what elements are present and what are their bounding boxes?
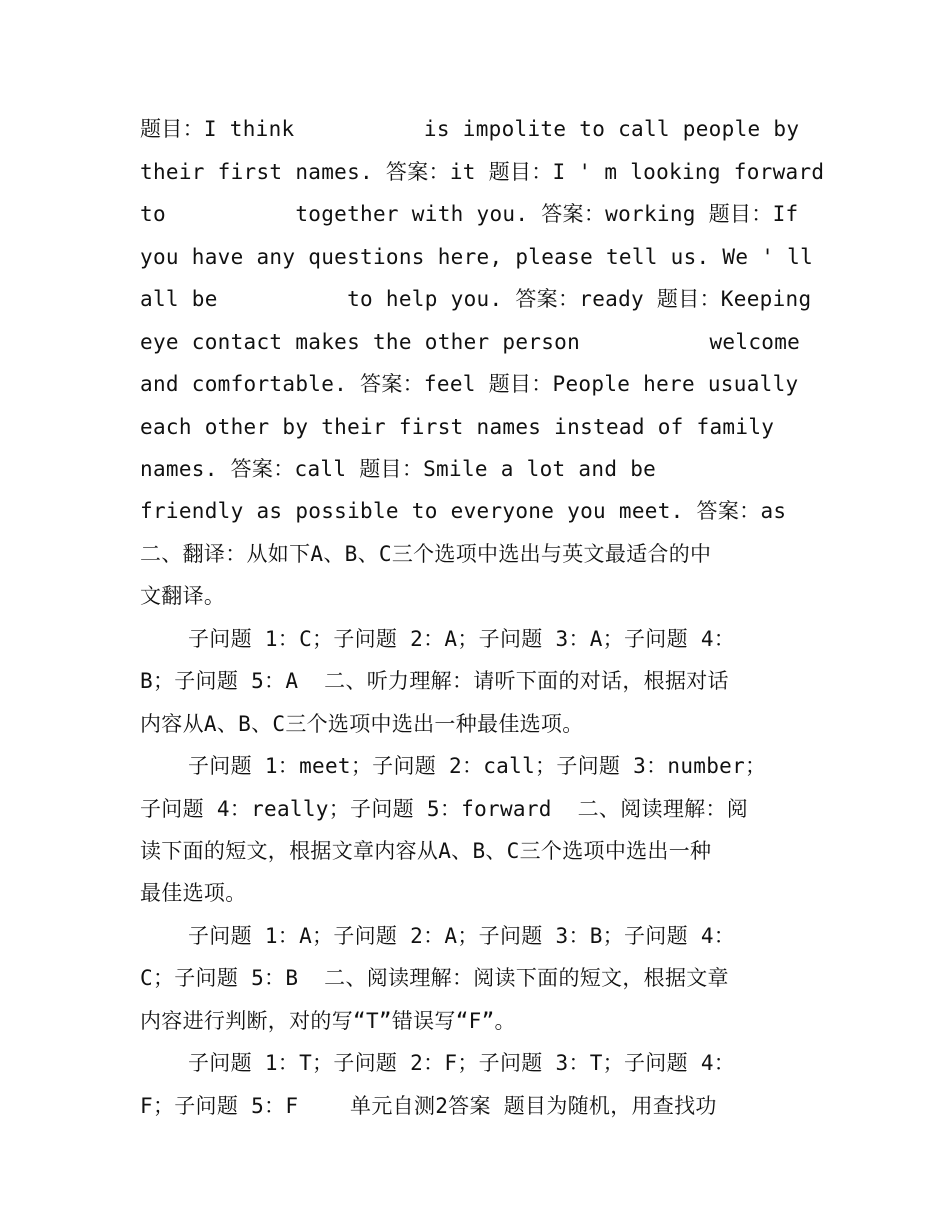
section-heading: 二、翻译：从如下A、B、C三个选项中选出与英文最适合的中: [140, 542, 712, 566]
text-line: their first names. 答案：it 题目：I ' m looking forward: [140, 160, 825, 184]
text-line: names. 答案：call 题目：Smile a lot and be: [140, 457, 657, 481]
answer-line: C；子问题 5：B 二、阅读理解：阅读下面的短文，根据文章: [140, 966, 729, 990]
section-heading: 文翻译。: [140, 584, 226, 608]
text-line: 读下面的短文，根据文章内容从A、B、C三个选项中选出一种: [140, 839, 712, 863]
answer-line: 子问题 1：meet；子问题 2：call；子问题 3：number；: [188, 754, 767, 778]
text-line: to together with you. 答案：working 题目：If: [140, 202, 799, 226]
text-line: eye contact makes the other person welcome: [140, 330, 801, 354]
answer-line: F；子问题 5：F 单元自测2答案 题目为随机，用查找功: [140, 1094, 717, 1118]
answer-line: 子问题 4：really；子问题 5：forward 二、阅读理解：阅: [140, 797, 749, 821]
text-line: 内容从A、B、C三个选项中选出一种最佳选项。: [140, 712, 584, 736]
text-line: and comfortable. 答案：feel 题目：People here usually: [140, 372, 799, 396]
answer-line: B；子问题 5：A 二、听力理解：请听下面的对话，根据对话: [140, 669, 729, 693]
text-line: all be to help you. 答案：ready 题目：Keeping: [140, 287, 812, 311]
answer-line: 子问题 1：C；子问题 2：A；子问题 3：A；子问题 4：: [188, 627, 736, 651]
text-line: 最佳选项。: [140, 881, 247, 905]
text-line: 题目：I think is impolite to call people by: [140, 117, 800, 141]
text-line: each other by their first names instead of family: [140, 415, 775, 439]
answer-line: 子问题 1：A；子问题 2：A；子问题 3：B；子问题 4：: [188, 924, 736, 948]
text-line: you have any questions here, please tell us. We ' ll: [140, 245, 814, 269]
text-line: 内容进行判断，对的写“T”错误写“F”。: [140, 1009, 516, 1033]
text-line: friendly as possible to everyone you meet. 答案：as: [140, 499, 787, 523]
answer-line: 子问题 1：T；子问题 2：F；子问题 3：T；子问题 4：: [188, 1051, 736, 1075]
